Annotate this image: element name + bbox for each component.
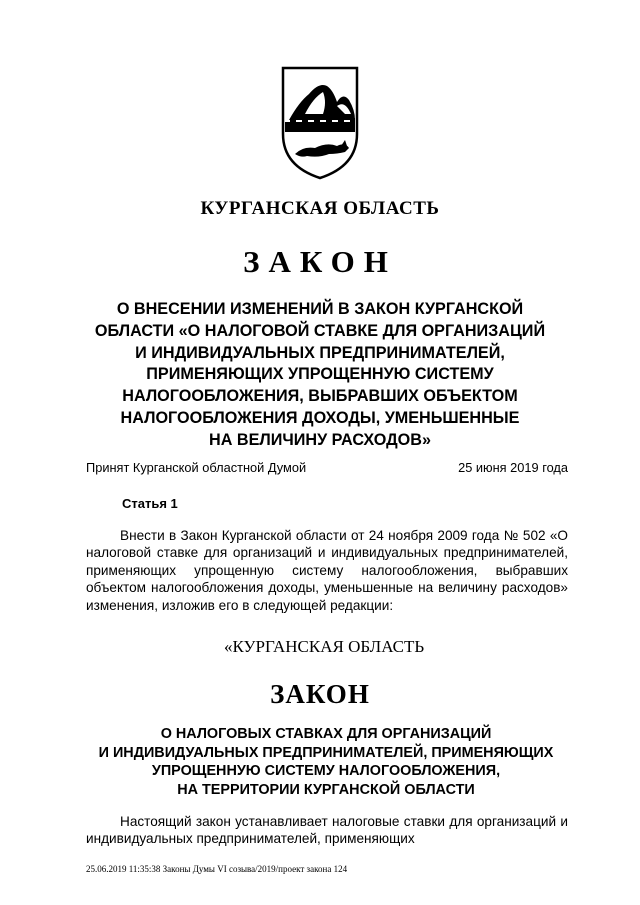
article-paragraph: Внести в Закон Курганской области от 24 ноября 2009 года № 502 «О налоговой ставке для организаций и индивидуальных предпринимателей, применяющих упрощенную систему налогообложения, выбравших объектом налогообложения доходы, уменьшенные на величину расходов» изменения, изложив его в следующей редакции: <box>86 528 568 613</box>
law-title-line: И ИНДИВИДУАЛЬНЫХ ПРЕДПРИНИМАТЕЛЕЙ, <box>135 343 505 362</box>
new-law-title-line: НА ТЕРРИТОРИИ КУРГАНСКОЙ ОБЛАСТИ <box>177 781 475 798</box>
new-law-type-heading: ЗАКОН <box>270 679 370 709</box>
article-heading: Статья 1 <box>122 496 178 511</box>
document-type-heading: ЗАКОН <box>243 244 397 279</box>
law-title-line: НАЛОГООБЛОЖЕНИЯ, ВЫБРАВШИХ ОБЪЕКТОМ <box>122 387 518 406</box>
law-title <box>60 299 580 452</box>
new-law-title-line: О НАЛОГОВЫХ СТАВКАХ ДЛЯ ОРГАНИЗАЦИЙ <box>160 726 492 742</box>
law-title-line: НАЛОГООБЛОЖЕНИЯ ДОХОДЫ, УМЕНЬШЕННЫЕ <box>120 408 520 427</box>
law-title-line: ПРИМЕНЯЮЩИХ УПРОЩЕННУЮ СИСТЕМУ <box>146 365 494 384</box>
region-heading: КУРГАНСКАЯ ОБЛАСТЬ <box>200 198 440 219</box>
new-law-title-line: И ИНДИВИДУАЛЬНЫХ ПРЕДПРИНИМАТЕЛЕЙ, ПРИМЕНЯЮЩИХ <box>98 744 554 761</box>
adoption-date: 25 июня 2019 года <box>458 460 568 475</box>
new-law-title-line: УПРОЩЕННУЮ СИСТЕМУ НАЛОГООБЛОЖЕНИЯ, <box>151 763 501 780</box>
new-law-title <box>76 725 576 799</box>
footer-stamp: 25.06.2019 11:35:38 Законы Думы VI созыва/2019/проект закона 124 <box>86 864 348 874</box>
new-law-region-heading: «КУРГАНСКАЯ ОБЛАСТЬ <box>224 637 425 656</box>
new-law-paragraph: Настоящий закон устанавливает налоговые ставки для организаций и индивидуальных предпринимателей, применяющих <box>86 814 568 847</box>
law-title-line: О ВНЕСЕНИИ ИЗМЕНЕНИЙ В ЗАКОН КУРГАНСКОЙ <box>116 300 524 318</box>
law-title-line: НА ВЕЛИЧИНУ РАСХОДОВ» <box>209 430 431 449</box>
law-title-line: ОБЛАСТИ «О НАЛОГОВОЙ СТАВКЕ ДЛЯ ОРГАНИЗАЦИЙ <box>94 321 546 340</box>
coat-of-arms-icon <box>275 62 365 182</box>
adopted-by: Принят Курганской областной Думой <box>86 460 307 475</box>
